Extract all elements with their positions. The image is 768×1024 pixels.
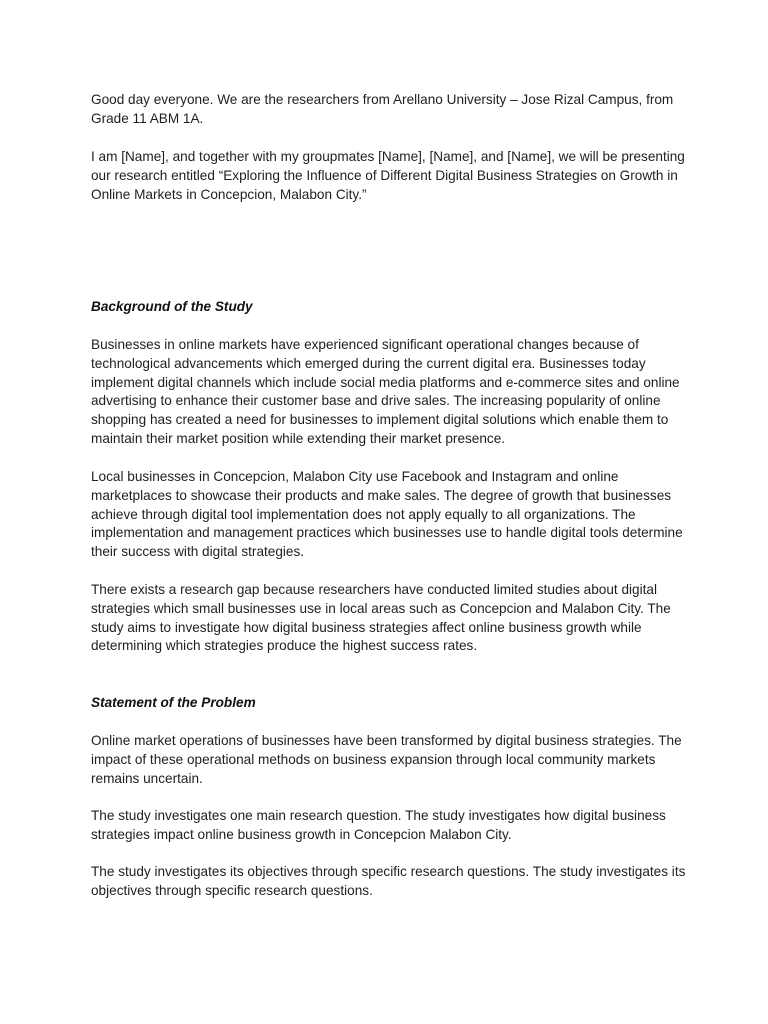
intro-presentation-paragraph: I am [Name], and together with my groupmates [Name], [Name], and [Name], we will be presenting our research entitled “Exploring the Influence of Different Digital Business Strategies on Growth in Online Markets in Concepcion, Malabon City.” <box>91 149 685 202</box>
background-paragraph-3: There exists a research gap because researchers have conducted limited studies about digital strategies which small businesses use in local areas such as Concepcion and Malabon City. The study aims to investigate how digital business strategies affect online business growth while determining which strategies produce the highest success rates. <box>91 582 671 654</box>
intro-greeting-paragraph: Good day everyone. We are the researchers from Arellano University – Jose Rizal Campus, from Grade 11 ABM 1A. <box>91 92 674 126</box>
background-paragraph-1: Businesses in online markets have experienced significant operational changes because of technological advancements which emerged during the current digital era. Businesses today implement digital channels which include social media platforms and e-commerce sites and online advertising to enhance their customer base and drive sales. The increasing popularity of online shopping has created a need for businesses to implement digital solutions which enable them to maintain their market position while extending their market presence. <box>91 337 680 446</box>
problem-paragraph-2: The study investigates one main research question. The study investigates how digital business strategies impact online business growth in Concepcion Malabon City. <box>91 808 666 842</box>
problem-heading: Statement of the Problem <box>91 695 256 710</box>
background-heading: Background of the Study <box>91 299 253 314</box>
problem-paragraph-3: The study investigates its objectives through specific research questions. The study investigates its objectives through specific research questions. <box>91 864 686 898</box>
background-paragraph-2: Local businesses in Concepcion, Malabon City use Facebook and Instagram and online marketplaces to showcase their products and make sales. The degree of growth that businesses achieve through digital tool implementation does not apply equally to all organizations. The implementation and management practices which businesses use to handle digital tools determine their success with digital strategies. <box>91 469 683 560</box>
problem-paragraph-1: Online market operations of businesses have been transformed by digital business strategies. The impact of these operational methods on business expansion through local community markets remains uncertain. <box>91 733 682 786</box>
